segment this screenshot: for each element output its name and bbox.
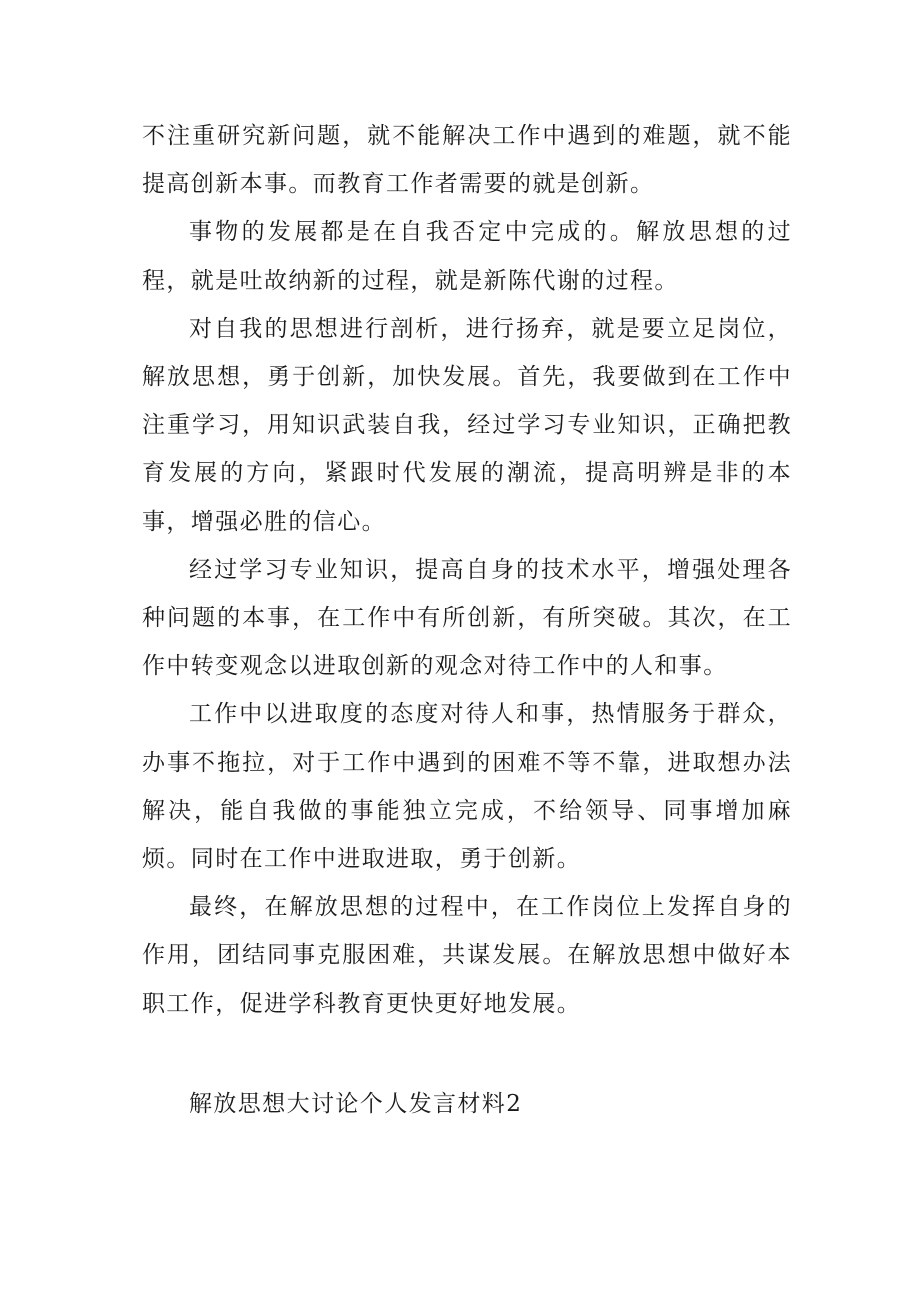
paragraph: 经过学习专业知识，提高自身的技术水平，增强处理各种问题的本事，在工作中有所创新，有所突破。其次，在工作中转变观念以进取创新的观念对待工作中的人和事。 (142, 556, 792, 680)
paragraph-continued: 不注重研究新问题，就不能解决工作中遇到的难题，就不能提高创新本事。而教育工作者需要的就是创新。 (142, 123, 792, 198)
body-text (142, 112, 792, 1028)
section-title: 解放思想大讨论个人发言材料2 (189, 1091, 523, 1117)
paragraph: 最终，在解放思想的过程中，在工作岗位上发挥自身的作用，团结同事克服困难，共谋发展。在解放思想中做好本职工作，促进学科教育更快更好地发展。 (142, 894, 792, 1017)
paragraph: 事物的发展都是在自我否定中完成的。解放思想的过程，就是吐故纳新的过程，就是新陈代谢的过程。 (142, 219, 792, 294)
paragraph: 对自我的思想进行剖析，进行扬弃，就是要立足岗位，解放思想，勇于创新，加快发展。首先，我要做到在工作中注重学习，用知识武装自我，经过学习专业知识，正确把教育发展的方向，紧跟时代发展的潮流，提高明辨是非的本事，增强必胜的信心。 (142, 315, 792, 535)
paragraph: 工作中以进取度的态度对待人和事，热情服务于群众，办事不拖拉，对于工作中遇到的困难不等不靠，进取想办法解决，能自我做的事能独立完成，不给领导、同事增加麻烦。同时在工作中进取进取，勇于创新。 (142, 701, 792, 873)
